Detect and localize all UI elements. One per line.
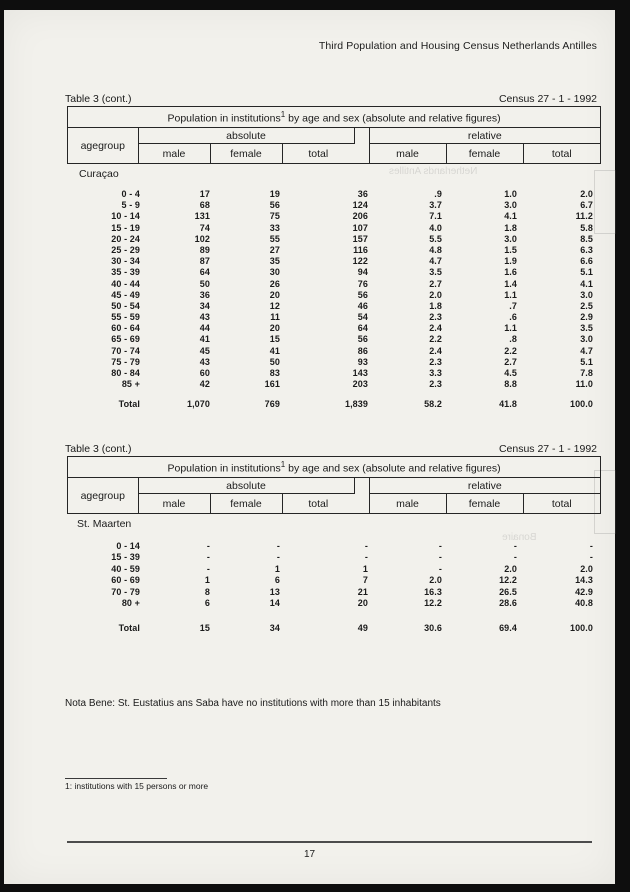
cell-rt: 5.8 [580, 222, 593, 233]
cell-rt: 3.0 [580, 334, 593, 345]
table-row [4, 211, 615, 222]
table1-header-box [67, 106, 601, 164]
cell-rf: 28.6 [499, 597, 517, 608]
cell-rm: 2.7 [429, 278, 442, 289]
cell-rm: 1.8 [429, 300, 442, 311]
cell-rm: 7.1 [429, 211, 442, 222]
cell-age: 60 - 64 [111, 323, 140, 334]
cell-age: 25 - 29 [111, 244, 140, 255]
col-header-female: female [446, 494, 523, 514]
cell-age: 75 - 79 [111, 356, 140, 367]
cell-age: 30 - 34 [111, 256, 140, 267]
cell-am: - [206, 563, 210, 574]
cell-rm: 2.3 [429, 356, 442, 367]
cell-rf: 1.5 [504, 244, 517, 255]
cell-rm: 30.6 [424, 623, 442, 634]
cell-am: 43 [199, 312, 210, 323]
cell-at: 7 [362, 575, 368, 586]
cell-age: 5 - 9 [121, 200, 140, 211]
col-header-agegroup: agegroup [68, 128, 138, 164]
table-row [4, 598, 615, 609]
footnote-text: 1: institutions with 15 persons or more [65, 781, 209, 791]
cell-rm: 2.3 [429, 379, 442, 390]
cell-af: 41 [269, 345, 280, 356]
cell-rt: 100.0 [569, 623, 593, 634]
table2-rows [4, 541, 615, 609]
cell-rm: 2.4 [429, 323, 442, 334]
cell-am: 36 [199, 289, 210, 300]
cell-am: 89 [199, 244, 210, 255]
group-header-relative: relative [369, 478, 600, 494]
cell-af: 83 [269, 368, 280, 378]
col-header-total: total [308, 497, 329, 510]
cell-am: 87 [199, 256, 210, 267]
cell-am: 6 [204, 597, 210, 608]
cell-at: 36 [357, 189, 368, 199]
cell-rf: 3.0 [504, 200, 517, 211]
cell-rf: 1.6 [504, 267, 517, 278]
cell-rf: 4.5 [504, 368, 517, 378]
cell-af: 161 [264, 379, 280, 390]
cell-af: 13 [269, 586, 280, 597]
cell-rt: 2.5 [580, 300, 593, 311]
table2-label: Table 3 (cont.) [65, 443, 132, 455]
cell-rm: 2.0 [429, 575, 442, 586]
table2-census-date: Census 27 - 1 - 1992 [498, 443, 597, 455]
cell-rm: 2.4 [429, 345, 442, 356]
cell-rm: 2.0 [429, 289, 442, 300]
cell-rt: 4.7 [580, 345, 593, 356]
table1-title-main: Population in institutions [167, 112, 281, 125]
cell-rf: 1.4 [504, 278, 517, 289]
cell-at: 107 [352, 222, 368, 233]
table-row [4, 357, 615, 368]
cell-age: 65 - 69 [111, 334, 140, 345]
cell-rf: 69.4 [499, 623, 517, 634]
table-row [4, 189, 615, 200]
cell-age: 35 - 39 [111, 267, 140, 278]
cell-rt: - [589, 552, 593, 563]
cell-age: 80 + [121, 597, 140, 608]
cell-rf: 4.1 [504, 211, 517, 222]
cell-rf: 2.0 [504, 563, 517, 574]
cell-total-label: Total [118, 623, 140, 634]
cell-age: 85 + [121, 379, 140, 390]
group-header-absolute: absolute [138, 128, 354, 144]
cell-age: 0 - 14 [116, 541, 140, 551]
table-row [4, 301, 615, 312]
cell-am: 45 [199, 345, 210, 356]
cell-at: 1,839 [344, 398, 368, 409]
cell-at: - [364, 552, 368, 563]
footer-rule [67, 841, 592, 843]
table-row [4, 575, 615, 586]
col-header-female: female [210, 144, 282, 164]
table-row [4, 245, 615, 256]
cell-rm: - [438, 563, 442, 574]
cell-at: 20 [357, 597, 368, 608]
cell-af: 769 [264, 398, 280, 409]
cell-rt: 5.1 [580, 267, 593, 278]
cell-at: 46 [357, 300, 368, 311]
cell-age: 70 - 79 [111, 586, 140, 597]
cell-af: 55 [269, 233, 280, 244]
cell-at: 1 [362, 563, 368, 574]
footnote-rule [65, 778, 167, 779]
table-row [4, 587, 615, 598]
cell-af: 50 [269, 356, 280, 367]
cell-af: 20 [269, 289, 280, 300]
col-header-agegroup: agegroup [68, 478, 138, 514]
col-header-male: male [369, 144, 446, 164]
cell-rt: - [589, 541, 593, 551]
cell-rt: 2.9 [580, 312, 593, 323]
table-row [4, 541, 615, 552]
cell-rm: 4.7 [429, 256, 442, 267]
cell-am: 41 [199, 334, 210, 345]
cell-at: 94 [357, 267, 368, 278]
cell-am: 42 [199, 379, 210, 390]
cell-af: 11 [270, 312, 280, 323]
cell-af: 19 [269, 189, 280, 199]
cell-af: - [276, 541, 280, 551]
cell-at: 116 [353, 244, 368, 255]
cell-at: 76 [357, 278, 368, 289]
col-header-total: total [551, 497, 572, 510]
cell-rt: 40.8 [575, 597, 593, 608]
cell-rt: 8.5 [580, 233, 593, 244]
cell-age: 40 - 44 [111, 278, 140, 289]
cell-rm: 5.5 [429, 233, 442, 244]
cell-rf: 2.7 [504, 356, 517, 367]
cell-rf: .6 [509, 312, 517, 323]
cell-age: 45 - 49 [111, 289, 140, 300]
cell-age: 55 - 59 [111, 312, 140, 323]
cell-af: 56 [269, 200, 280, 211]
cell-am: - [206, 541, 210, 551]
table1-census-date: Census 27 - 1 - 1992 [498, 93, 597, 105]
cell-age: 70 - 74 [111, 345, 140, 356]
cell-am: 64 [199, 267, 210, 278]
cell-rm: .9 [434, 189, 442, 199]
cell-am: 74 [199, 222, 210, 233]
cell-rm: 3.7 [429, 200, 442, 211]
col-header-male: male [369, 494, 446, 514]
cell-rt: 6.6 [580, 256, 593, 267]
cell-at: 206 [352, 211, 368, 222]
cell-am: 8 [204, 586, 210, 597]
bleedthrough-text: Bonaire [502, 532, 537, 543]
table1-title-rest: by age and sex (absolute and relative figures) [285, 112, 501, 125]
cell-rf: 3.0 [504, 233, 517, 244]
cell-af: - [276, 552, 280, 563]
cell-rf: 1.8 [504, 222, 517, 233]
cell-rt: 6.7 [580, 200, 593, 211]
group-header-absolute: absolute [138, 478, 354, 494]
col-header-male: male [138, 144, 210, 164]
table2-header [68, 457, 600, 513]
table-row [4, 200, 615, 211]
cell-am: 50 [199, 278, 210, 289]
cell-rm: 2.3 [429, 312, 442, 323]
col-header-total: total [551, 147, 572, 160]
region-label-st-maarten: St. Maarten [77, 518, 132, 530]
cell-am: 43 [199, 356, 210, 367]
cell-age: 10 - 14 [111, 211, 140, 222]
table1-total-row [4, 399, 615, 410]
cell-rt: 2.0 [580, 189, 593, 199]
cell-af: 30 [269, 267, 280, 278]
table2-total-row [4, 623, 615, 634]
cell-at: 93 [357, 356, 368, 367]
cell-rt: 5.1 [580, 356, 593, 367]
cell-af: 15 [269, 334, 280, 345]
cell-rt: 4.1 [580, 278, 593, 289]
cell-rf: .7 [509, 300, 517, 311]
cell-age: 0 - 4 [121, 189, 140, 199]
table-row [4, 552, 615, 563]
cell-rt: 7.8 [580, 368, 593, 378]
col-header-total: total [308, 147, 329, 160]
cell-at: 56 [357, 334, 368, 345]
cell-rf: - [513, 541, 517, 551]
cell-age: 50 - 54 [111, 300, 140, 311]
cell-am: 102 [194, 233, 210, 244]
cell-rm: 12.2 [424, 597, 442, 608]
cell-rm: 3.3 [429, 368, 442, 378]
header-spacer [354, 478, 369, 514]
cell-am: - [206, 552, 210, 563]
cell-am: 131 [194, 211, 210, 222]
table-row [4, 379, 615, 390]
col-header-female: female [210, 494, 282, 514]
cell-af: 75 [269, 211, 280, 222]
cell-rt: 11.2 [575, 211, 593, 222]
cell-rm: 4.0 [429, 222, 442, 233]
cell-rf: 2.2 [504, 345, 517, 356]
cell-rm: 4.8 [429, 244, 442, 255]
cell-rf: .8 [509, 334, 517, 345]
cell-am: 34 [199, 300, 210, 311]
cell-rf: 1.0 [504, 189, 517, 199]
cell-am: 44 [199, 323, 210, 334]
cell-rf: 1.9 [504, 256, 517, 267]
cell-at: - [364, 541, 368, 551]
cell-age: 15 - 39 [111, 552, 140, 563]
cell-rf: 26.5 [499, 586, 517, 597]
cell-rm: 58.2 [424, 398, 442, 409]
table-row [4, 334, 615, 345]
document-page [4, 10, 615, 884]
cell-am: 1 [204, 575, 210, 586]
table-row [4, 267, 615, 278]
cell-am: 68 [199, 200, 210, 211]
cell-rm: 2.2 [429, 334, 442, 345]
table-row [4, 368, 615, 379]
nota-bene-note: Nota Bene: St. Eustatius ans Saba have no institutions with more than 15 inhabitants [65, 698, 441, 709]
cell-at: 143 [352, 368, 368, 378]
cell-rt: 2.0 [580, 563, 593, 574]
cell-rt: 14.3 [575, 575, 593, 586]
cell-at: 56 [357, 289, 368, 300]
cell-rm: - [438, 541, 442, 551]
region-label-curacao: Curaçao [79, 168, 119, 180]
bleedthrough-text: Netherlands Antilles [389, 166, 478, 177]
table-row [4, 323, 615, 334]
cell-at: 64 [357, 323, 368, 334]
cell-rf: 8.8 [504, 379, 517, 390]
cell-rt: 6.3 [580, 244, 593, 255]
table-row [4, 346, 615, 357]
table1-title [68, 107, 600, 128]
group-header-relative: relative [369, 128, 600, 144]
page-number: 17 [303, 849, 316, 860]
cell-rf: 1.1 [504, 289, 517, 300]
table-row [4, 256, 615, 267]
col-header-female: female [446, 144, 523, 164]
cell-am: 60 [199, 368, 210, 378]
cell-at: 122 [352, 256, 368, 267]
cell-am: 1,070 [186, 398, 210, 409]
cell-at: 86 [357, 345, 368, 356]
table2-title-main: Population in institutions [167, 462, 281, 475]
table-row [4, 234, 615, 245]
cell-rm: 16.3 [424, 586, 442, 597]
col-header-male: male [138, 494, 210, 514]
cell-rt: 11.0 [575, 379, 593, 390]
cell-af: 14 [269, 597, 280, 608]
table-row [4, 290, 615, 301]
cell-rf: 12.2 [499, 575, 517, 586]
cell-am: 15 [199, 623, 210, 634]
cell-af: 35 [269, 256, 280, 267]
running-header: Third Population and Housing Census Netherlands Antilles [318, 40, 597, 52]
cell-af: 6 [274, 575, 280, 586]
header-spacer [354, 128, 369, 164]
table-row [4, 312, 615, 323]
cell-rf: 41.8 [499, 398, 517, 409]
footnote-marker: 1 [280, 109, 286, 119]
cell-age: 60 - 69 [111, 575, 140, 586]
cell-at: 157 [352, 233, 368, 244]
cell-age: 40 - 59 [111, 563, 140, 574]
cell-af: 27 [269, 244, 280, 255]
cell-af: 33 [269, 222, 280, 233]
cell-rt: 3.5 [580, 323, 593, 334]
cell-am: 17 [199, 189, 210, 199]
table-row [4, 223, 615, 234]
cell-rm: 3.5 [429, 267, 442, 278]
cell-af: 34 [269, 623, 280, 634]
cell-rf: 1.1 [504, 323, 517, 334]
table1-label: Table 3 (cont.) [65, 93, 132, 105]
table2-title-rest: by age and sex (absolute and relative figures) [285, 462, 501, 475]
table2-title [68, 457, 600, 478]
cell-rf: - [513, 552, 517, 563]
table-row [4, 564, 615, 575]
cell-at: 124 [352, 200, 368, 211]
cell-age: 15 - 19 [111, 222, 140, 233]
cell-age: 20 - 24 [111, 233, 140, 244]
cell-at: 21 [357, 586, 368, 597]
table1-rows [4, 189, 615, 390]
table2-header-box [67, 456, 601, 514]
cell-rm: - [438, 552, 442, 563]
cell-at: 54 [357, 312, 368, 323]
cell-rt: 42.9 [575, 586, 593, 597]
cell-af: 12 [269, 300, 280, 311]
cell-total-label: Total [118, 398, 140, 409]
cell-at: 49 [357, 623, 368, 634]
cell-rt: 100.0 [569, 398, 593, 409]
footnote-marker: 1 [280, 459, 286, 469]
cell-at: 203 [352, 379, 368, 390]
cell-age: 80 - 84 [111, 368, 140, 378]
cell-af: 26 [269, 278, 280, 289]
table-row [4, 279, 615, 290]
cell-af: 1 [274, 563, 280, 574]
cell-rt: 3.0 [580, 289, 593, 300]
cell-af: 20 [269, 323, 280, 334]
table1-header [68, 107, 600, 163]
